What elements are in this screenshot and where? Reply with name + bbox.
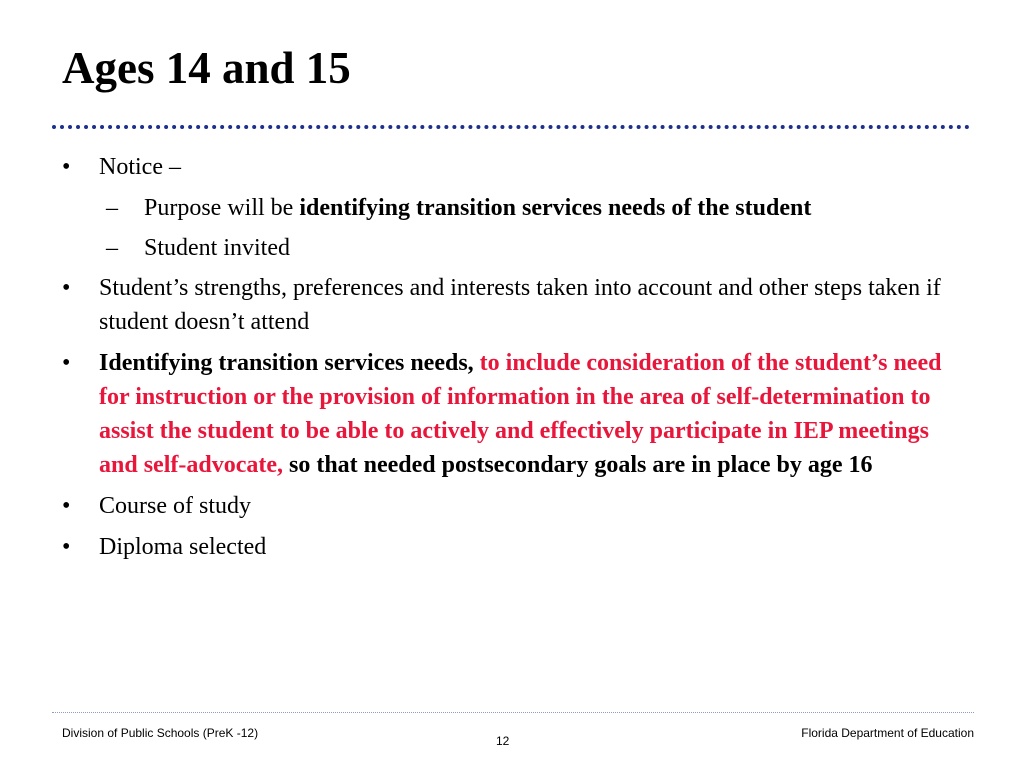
bullet-marker: • bbox=[62, 493, 71, 519]
sub-bullet-text: Student invited bbox=[144, 235, 290, 261]
bullet-bold-tail: so that needed postsecondary goals are in place by age 16 bbox=[282, 452, 873, 478]
bullet-bold-lead: Identifying transition services needs, bbox=[99, 350, 480, 376]
title-divider bbox=[52, 125, 970, 129]
bullet-course-of-study bbox=[62, 489, 962, 523]
bullet-text: Student’s strengths, preferences and interests taken into account and other steps taken if student doesn’t attend bbox=[99, 275, 941, 335]
sub-bullet-student-invited bbox=[62, 231, 962, 265]
bullet-text: Notice – bbox=[99, 154, 181, 180]
bullet-strengths bbox=[62, 271, 962, 339]
sub-bullet-marker: – bbox=[106, 195, 118, 221]
bullet-notice bbox=[62, 150, 962, 184]
bullet-text: Diploma selected bbox=[99, 534, 267, 560]
bullet-marker: • bbox=[62, 154, 71, 180]
slide-body bbox=[62, 150, 962, 571]
bullet-marker: • bbox=[62, 350, 71, 376]
sub-bullet-marker: – bbox=[106, 235, 118, 261]
sub-bullet-bold-text: identifying transition services needs of the student bbox=[299, 195, 812, 221]
slide-title: Ages 14 and 15 bbox=[62, 43, 351, 93]
bullet-transition-needs bbox=[62, 346, 962, 482]
sub-bullet-prefix: Purpose will be bbox=[144, 195, 300, 221]
bullet-red-emphasis: to include consideration of the student’s need for instruction or the provision of information in the area of self-determination to assist the student to be able to actively and effectively participate in IEP meetings and self-advocate, bbox=[99, 350, 942, 478]
footer-division: Division of Public Schools (PreK -12) bbox=[62, 726, 259, 740]
bullet-marker: • bbox=[62, 275, 71, 301]
bullet-marker: • bbox=[62, 534, 71, 560]
footer-divider bbox=[52, 712, 974, 713]
sub-bullet-purpose bbox=[62, 191, 962, 225]
footer-department: Florida Department of Education bbox=[801, 726, 974, 740]
bullet-text: Course of study bbox=[99, 493, 251, 519]
page-number: 12 bbox=[496, 734, 510, 748]
bullet-diploma-selected bbox=[62, 530, 962, 564]
